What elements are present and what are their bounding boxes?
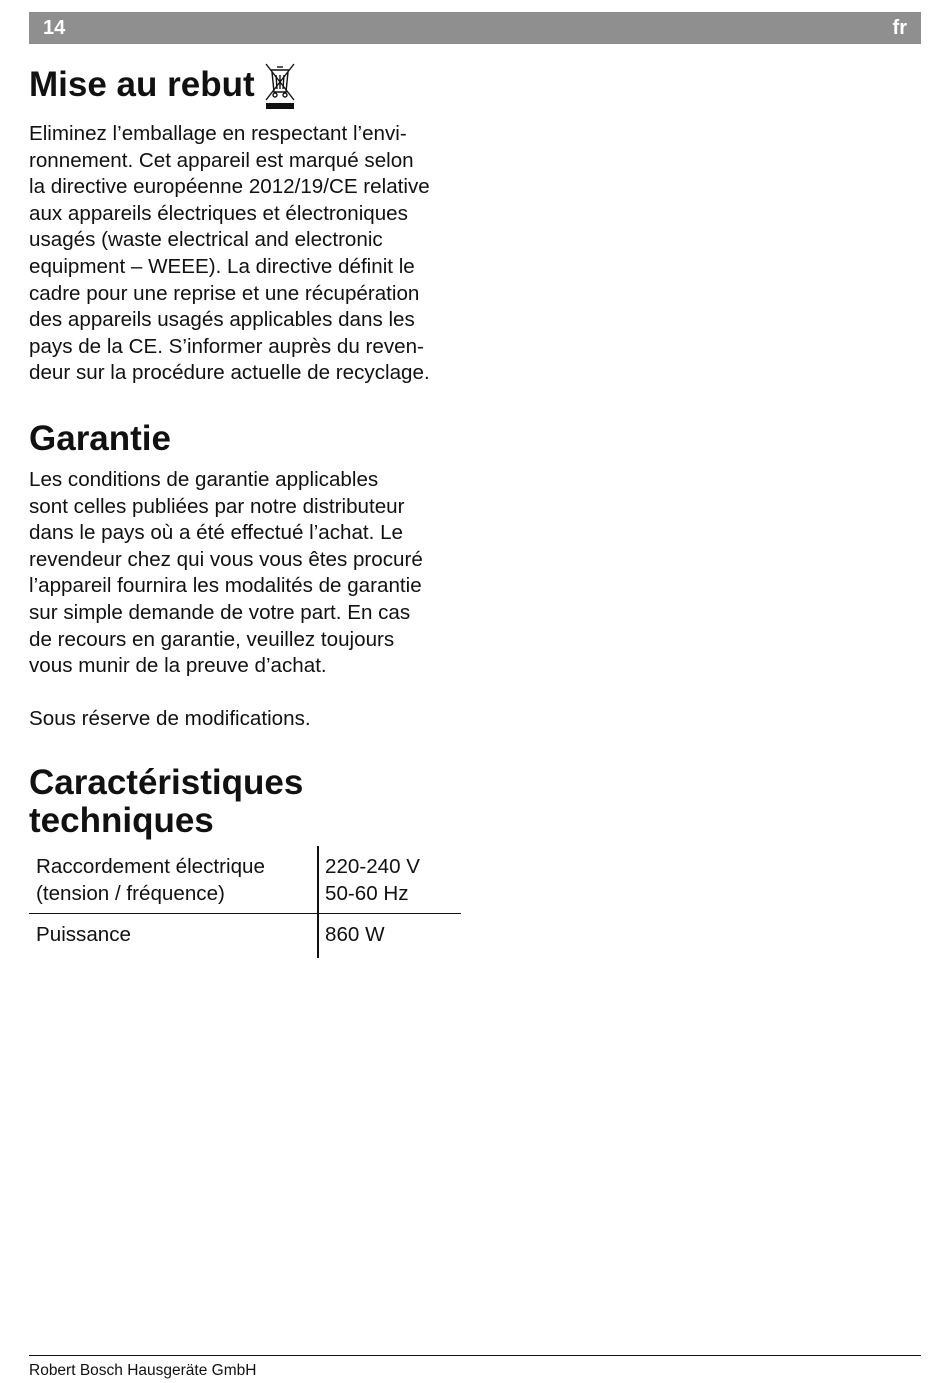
disposal-paragraph: Eliminez l’emballage en respectant l’envi- ronnement. Cet appareil est marqué selon la directive européenne 2012/19/CE relative aux appareils électriques et électroniques usagés (waste electrical and electronic equipment – WEEE). La directive définit le cadre pour une reprise et une récupération des appareils usagés applicables dans les pays de la CE. S’informer auprès du reven- deur sur la procédure actuelle de recyclage. <box>29 122 430 385</box>
spec-label: Raccordement électrique <box>36 855 265 878</box>
warranty-title: Garantie <box>29 419 171 458</box>
specs-table <box>29 846 461 958</box>
page-header-bar <box>29 12 921 44</box>
warranty-paragraph: Les conditions de garantie applicables sont celles publiées par notre distributeur dans le pays où a été effectué l’achat. Le revendeur chez qui vous vous êtes procuré l’appareil fournira les modalités de garantie sur simple demande de votre part. En cas de recours en garantie, veuillez toujours vous munir de la preuve d’achat. <box>29 468 423 678</box>
footer-divider <box>29 1355 921 1356</box>
spec-label: (tension / fréquence) <box>36 881 225 905</box>
modifications-note: Sous réserve de modifications. <box>29 707 311 730</box>
spec-value-cell <box>318 846 461 914</box>
spec-value: 220-240 V <box>325 855 421 878</box>
specs-title <box>29 764 469 840</box>
spec-label-cell <box>29 846 318 914</box>
specs-title-line-2: techniques <box>29 801 214 840</box>
specs-title-line-1: Caractéristiques <box>29 763 304 802</box>
spec-value: 860 W <box>325 923 385 947</box>
disposal-heading-row <box>29 66 297 112</box>
page-number: 14 <box>43 17 66 39</box>
footer-company: Robert Bosch Hausgeräte GmbH <box>29 1362 257 1379</box>
table-row <box>29 914 461 958</box>
spec-value-cell <box>318 914 461 958</box>
table-row <box>29 846 461 914</box>
crossed-out-wheelie-bin-icon <box>263 62 297 112</box>
spec-label: Puissance <box>36 923 132 947</box>
disposal-title: Mise au rebut <box>29 65 255 104</box>
language-code: fr <box>892 17 907 39</box>
spec-value: 50-60 Hz <box>325 881 409 905</box>
spec-label-cell <box>29 914 318 958</box>
